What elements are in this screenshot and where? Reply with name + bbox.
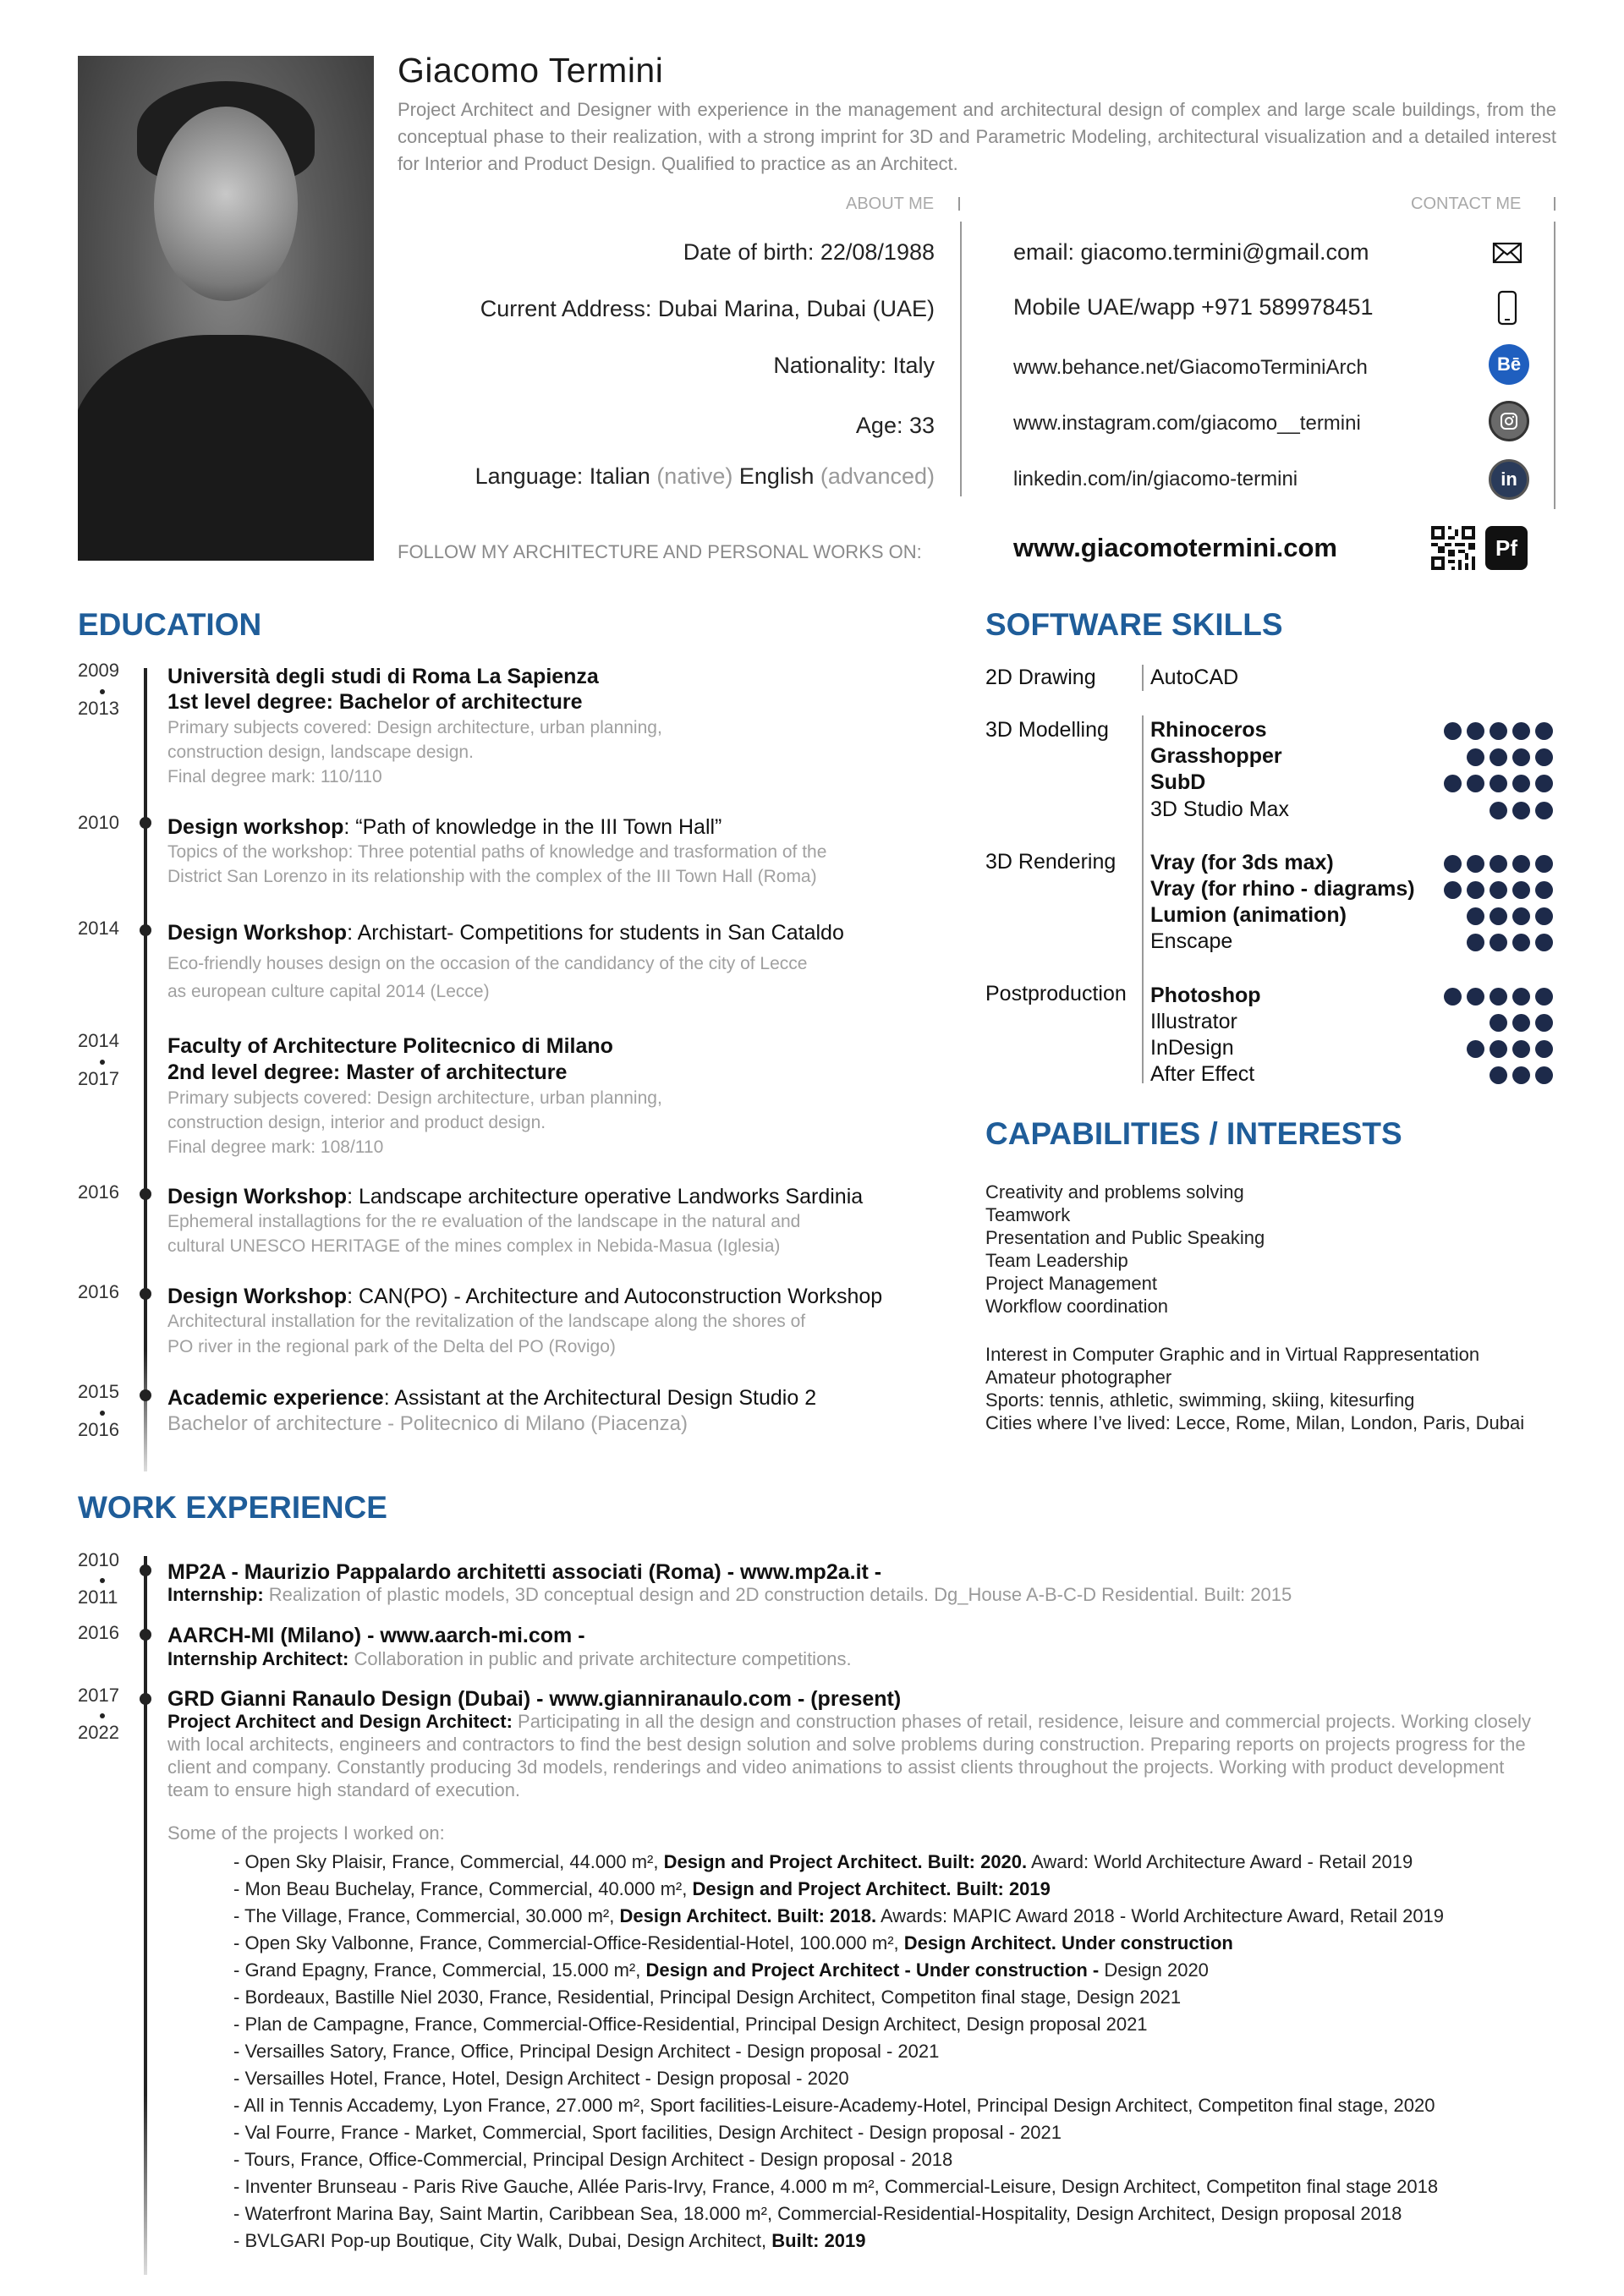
skill-dot bbox=[1490, 1014, 1507, 1032]
linkedin-icon[interactable]: in bbox=[1489, 459, 1529, 500]
edu-desc: Bachelor of architecture - Politecnico di Milano (Piacenza) bbox=[167, 1412, 688, 1435]
timeline-dot bbox=[140, 1188, 151, 1200]
year-end: 2017 bbox=[78, 1068, 119, 1089]
skill-dot bbox=[1535, 722, 1553, 740]
skill-category: 3D Rendering bbox=[985, 850, 1116, 874]
skill-dot bbox=[1467, 722, 1484, 740]
year-end: 2011 bbox=[78, 1586, 118, 1608]
year-start: 2015 bbox=[78, 1381, 119, 1402]
languages: Language: Italian (native) English (advanced) bbox=[475, 463, 935, 489]
capability-item: Teamwork bbox=[985, 1204, 1071, 1225]
skills-divider bbox=[1142, 715, 1144, 1083]
edu-desc: construction design, landscape design. bbox=[167, 743, 474, 762]
skill-dot bbox=[1490, 722, 1507, 740]
skill-dot bbox=[1535, 775, 1553, 792]
skill-name: SubD bbox=[1150, 770, 1206, 795]
skill-name: Vray (for 3ds max) bbox=[1150, 850, 1334, 874]
skill-dot bbox=[1535, 802, 1553, 819]
profile-photo bbox=[78, 56, 374, 561]
interest-item: Cities where I’ve lived: Lecce, Rome, Milan, London, Paris, Dubai bbox=[985, 1412, 1525, 1433]
skill-category: Postproduction bbox=[985, 982, 1127, 1006]
skill-level-dots bbox=[1467, 907, 1553, 925]
projects-label: Some of the projects I worked on: bbox=[167, 1822, 445, 1844]
skill-name: Photoshop bbox=[1150, 983, 1261, 1007]
qr-code-icon bbox=[1431, 526, 1475, 570]
project-item: - Tours, France, Office-Commercial, Principal Design Architect - Design proposal - 2018 bbox=[233, 2149, 953, 2170]
divider bbox=[1554, 197, 1555, 211]
skill-dot bbox=[1444, 775, 1462, 792]
skill-dot bbox=[1444, 855, 1462, 873]
skill-level-dots bbox=[1490, 1014, 1553, 1032]
follow-text: FOLLOW MY ARCHITECTURE AND PERSONAL WORKS ON: bbox=[398, 541, 922, 562]
interests-list bbox=[985, 1343, 1524, 1434]
year-start: 2009 bbox=[78, 660, 119, 681]
about-me-label: ABOUT ME bbox=[846, 195, 935, 213]
skill-level-dots bbox=[1444, 855, 1553, 873]
website-link[interactable]: www.giacomotermini.com bbox=[1013, 533, 1337, 562]
edu-desc: Primary subjects covered: Design architecture, urban planning, bbox=[167, 1088, 662, 1108]
skill-dot bbox=[1512, 1014, 1530, 1032]
skill-dot bbox=[1490, 775, 1507, 792]
skill-level-dots bbox=[1444, 722, 1553, 740]
contact-right-divider bbox=[1554, 222, 1555, 509]
divider bbox=[958, 197, 960, 211]
behance-icon[interactable]: Bē bbox=[1489, 344, 1529, 385]
project-item: - Inventer Brunseau - Paris Rive Gauche, Allée Paris-Irvy, France, 4.000 m m², Commercial-Leisure, Design Architect, Competiton final stage 2018 bbox=[233, 2176, 1439, 2197]
year-start: 2010 bbox=[78, 1549, 119, 1570]
skill-dot bbox=[1490, 802, 1507, 819]
edu-desc: Final degree mark: 108/110 bbox=[167, 1137, 384, 1157]
skill-dot bbox=[1490, 881, 1507, 899]
year-start: 2014 bbox=[78, 1030, 119, 1051]
email[interactable]: email: giacomo.termini@gmail.com bbox=[1013, 239, 1369, 265]
edu-degree: 2nd level degree: Master of architecture bbox=[167, 1060, 568, 1084]
skill-dot bbox=[1512, 802, 1530, 819]
skill-dot bbox=[1490, 748, 1507, 766]
edu-desc: Final degree mark: 110/110 bbox=[167, 767, 382, 786]
skill-name: 3D Studio Max bbox=[1150, 797, 1289, 821]
edu-title: Academic experience: Assistant at the Architectural Design Studio 2 bbox=[167, 1386, 817, 1410]
edu-title: Design Workshop: Archistart- Competitions for students in San Cataldo bbox=[167, 921, 844, 945]
skill-dot bbox=[1535, 1040, 1553, 1058]
timeline-dot bbox=[140, 924, 151, 936]
year: 2016 bbox=[78, 1622, 119, 1643]
job-title: MP2A - Maurizio Pappalardo architetti associati (Roma) - www.mp2a.it - bbox=[167, 1560, 882, 1584]
job-desc: Internship: Realization of plastic models, 3D conceptual design and 2D construction details. Dg_House A-B-C-D Residential. Built: 2015 bbox=[167, 1584, 1292, 1605]
skill-dot bbox=[1535, 907, 1553, 925]
project-item: - Mon Beau Buchelay, France, Commercial, 40.000 m², Design and Project Architect. Built: 2019 bbox=[233, 1878, 1051, 1899]
skill-name: AutoCAD bbox=[1150, 666, 1239, 689]
skill-level-dots bbox=[1467, 1040, 1553, 1058]
timeline-dot bbox=[140, 1288, 151, 1300]
skill-dot bbox=[1490, 907, 1507, 925]
job-desc: Project Architect and Design Architect: Participating in all the design and construction phases of retail, residence, leisure and commercial projects. Working closely with local architects, engineers and contractors to find the best design solution and solve problems during construction. Preparing reports on projects progress for the client and company. Constantly producing 3d models, renderings and video animations to assist clients throughout the projects. Working with product development team to ensure high standard of execution. bbox=[167, 1711, 1531, 1800]
work-timeline bbox=[144, 1556, 147, 2275]
timeline-dot bbox=[140, 1564, 151, 1576]
skill-name: Lumion (animation) bbox=[1150, 903, 1347, 928]
year-separator bbox=[100, 1578, 105, 1583]
capability-item: Team Leadership bbox=[985, 1250, 1128, 1271]
education-heading: EDUCATION bbox=[78, 607, 262, 642]
edu-title: Faculty of Architecture Politecnico di Milano bbox=[167, 1034, 613, 1058]
year-separator bbox=[100, 1060, 105, 1065]
edu-title: Università degli studi di Roma La Sapienza bbox=[167, 665, 599, 688]
year-end: 2022 bbox=[78, 1722, 119, 1743]
edu-desc: Topics of the workshop: Three potential paths of knowledge and trasformation of the bbox=[167, 842, 827, 862]
skill-level-dots bbox=[1467, 934, 1553, 951]
skill-dot bbox=[1535, 748, 1553, 766]
skill-level-dots bbox=[1490, 1066, 1553, 1084]
edu-desc: District San Lorenzo in its relationship with the complex of the III Town Hall (Roma) bbox=[167, 867, 817, 886]
skill-category: 2D Drawing bbox=[985, 666, 1096, 689]
behance-link[interactable]: www.behance.net/GiacomoTerminiArch bbox=[1013, 356, 1368, 379]
interest-item: Amateur photographer bbox=[985, 1367, 1172, 1388]
skill-name: Illustrator bbox=[1150, 1009, 1237, 1033]
skill-name: After Effect bbox=[1150, 1062, 1255, 1087]
skill-dot bbox=[1512, 988, 1530, 1006]
skill-dot bbox=[1467, 907, 1484, 925]
skill-dot bbox=[1467, 855, 1484, 873]
skill-dot bbox=[1535, 1066, 1553, 1084]
capability-item: Presentation and Public Speaking bbox=[985, 1227, 1265, 1248]
skill-name: Grasshopper bbox=[1150, 744, 1282, 769]
year: 2010 bbox=[78, 812, 119, 833]
skill-dot bbox=[1535, 881, 1553, 899]
mobile[interactable]: Mobile UAE/wapp +971 589978451 bbox=[1013, 294, 1374, 320]
year: 2016 bbox=[78, 1181, 119, 1203]
project-item: - Val Fourre, France - Market, Commercial, Sport facilities, Design Architect - Design proposal - 2021 bbox=[233, 2122, 1062, 2143]
skill-level-dots bbox=[1467, 748, 1553, 766]
age: Age: 33 bbox=[855, 413, 935, 438]
skill-level-dots bbox=[1444, 775, 1553, 792]
edu-desc: cultural UNESCO HERITAGE of the mines complex in Nebida-Masua (Iglesia) bbox=[167, 1236, 781, 1256]
skill-dot bbox=[1512, 881, 1530, 899]
edu-title: Design Workshop: CAN(PO) - Architecture and Autoconstruction Workshop bbox=[167, 1285, 883, 1308]
skill-dot bbox=[1512, 1066, 1530, 1084]
timeline-dot bbox=[140, 1693, 151, 1705]
skill-dot bbox=[1512, 934, 1530, 951]
skill-dot bbox=[1444, 988, 1462, 1006]
year-separator bbox=[100, 1411, 105, 1416]
work-heading: WORK EXPERIENCE bbox=[78, 1490, 387, 1525]
year-separator bbox=[100, 689, 105, 694]
skill-name: InDesign bbox=[1150, 1036, 1234, 1060]
skill-dot bbox=[1512, 748, 1530, 766]
project-item: - Versailles Hotel, France, Hotel, Design Architect - Design proposal - 2020 bbox=[233, 2068, 849, 2089]
skill-dot bbox=[1490, 988, 1507, 1006]
skill-dot bbox=[1535, 1014, 1553, 1032]
divider bbox=[1142, 665, 1144, 691]
skill-dot bbox=[1444, 722, 1462, 740]
skill-dot bbox=[1467, 934, 1484, 951]
timeline-dot bbox=[140, 1629, 151, 1641]
project-item: - Versailles Satory, France, Office, Principal Design Architect - Design proposal - 2021 bbox=[233, 2041, 940, 2062]
about-contact-divider bbox=[960, 222, 962, 496]
skill-dot bbox=[1490, 855, 1507, 873]
skill-dot bbox=[1444, 881, 1462, 899]
job-desc: Internship Architect: Collaboration in public and private architecture competitions. bbox=[167, 1648, 852, 1669]
edu-degree: 1st level degree: Bachelor of architecture bbox=[167, 690, 583, 714]
project-item: - Open Sky Plaisir, France, Commercial, 44.000 m², Design and Project Architect. Built: 2020. Award: World Architecture Award - Retail 2019 bbox=[233, 1851, 1413, 1872]
year-separator bbox=[100, 1713, 105, 1718]
skill-category: 3D Modelling bbox=[985, 718, 1109, 742]
year: 2016 bbox=[78, 1281, 119, 1302]
edu-desc: Primary subjects covered: Design architecture, urban planning, bbox=[167, 718, 662, 737]
interest-item: Interest in Computer Graphic and in Virtual Rappresentation bbox=[985, 1344, 1480, 1365]
edu-desc: Eco-friendly houses design on the occasion of the candidancy of the city of Lecce bbox=[167, 954, 808, 973]
linkedin-link[interactable]: linkedin.com/in/giacomo-termini bbox=[1013, 468, 1298, 490]
edu-title: Design Workshop: Landscape architecture operative Landworks Sardinia bbox=[167, 1185, 864, 1208]
job-title: GRD Gianni Ranaulo Design (Dubai) - www.gianniranaulo.com - (present) bbox=[167, 1687, 902, 1711]
software-heading: SOFTWARE SKILLS bbox=[985, 607, 1283, 642]
project-item: - All in Tennis Accademy, Lyon France, 27.000 m², Sport facilities-Leisure-Academy-Hotel, Principal Design Architect, Competiton final stage, 2020 bbox=[233, 2095, 1435, 2116]
skill-level-dots bbox=[1444, 881, 1553, 899]
skill-dot bbox=[1467, 988, 1484, 1006]
project-item: - Bordeaux, Bastille Niel 2030, France, Residential, Principal Design Architect, Competiton final stage, Design 2021 bbox=[233, 1986, 1182, 2008]
year: 2014 bbox=[78, 918, 119, 939]
education-timeline bbox=[144, 668, 147, 1471]
date-of-birth: Date of birth: 22/08/1988 bbox=[683, 239, 935, 265]
summary-text: Project Architect and Designer with experience in the management and architectural design of complex and large scale buildings, from the conceptual phase to their realization, with a strong imprint for 3D and Parametric Modeling, architectural visualization and a detailed interest for Interior and Product Design. Qualified to practice as an Architect. bbox=[398, 99, 1556, 174]
project-item: - Open Sky Valbonne, France, Commercial-Office-Residential-Hotel, 100.000 m², Design Architect. Under construction bbox=[233, 1932, 1233, 1954]
edu-desc: Ephemeral installagtions for the re evaluation of the landscape in the natural and bbox=[167, 1212, 801, 1231]
skill-dot bbox=[1512, 1040, 1530, 1058]
edu-desc: Architectural installation for the revitalization of the landscape along the shores of bbox=[167, 1312, 806, 1331]
capabilities-heading: CAPABILITIES / INTERESTS bbox=[985, 1116, 1402, 1151]
skill-dot bbox=[1490, 1040, 1507, 1058]
interest-item: Sports: tennis, athletic, swimming, skiing, kitesurfing bbox=[985, 1389, 1415, 1411]
skill-dot bbox=[1490, 1066, 1507, 1084]
edu-desc: as european culture capital 2014 (Lecce) bbox=[167, 982, 490, 1001]
year-end: 2013 bbox=[78, 698, 119, 719]
timeline-dot bbox=[140, 817, 151, 829]
skill-name: Rhinoceros bbox=[1150, 718, 1267, 742]
edu-desc: PO river in the regional park of the Delta del PO (Rovigo) bbox=[167, 1337, 616, 1356]
capability-item: Creativity and problems solving bbox=[985, 1181, 1244, 1203]
job-title: AARCH-MI (Milano) - www.aarch-mi.com - bbox=[167, 1624, 585, 1647]
current-address: Current Address: Dubai Marina, Dubai (UAE) bbox=[480, 296, 935, 321]
capability-item: Project Management bbox=[985, 1273, 1157, 1294]
skill-name: Enscape bbox=[1150, 929, 1233, 954]
skill-dot bbox=[1512, 907, 1530, 925]
year-end: 2016 bbox=[78, 1419, 119, 1440]
skill-dot bbox=[1512, 775, 1530, 792]
skill-dot bbox=[1467, 775, 1484, 792]
contact-me-label: CONTACT ME bbox=[1411, 195, 1522, 213]
skill-dot bbox=[1490, 934, 1507, 951]
skill-dot bbox=[1512, 722, 1530, 740]
person-name: Giacomo Termini bbox=[398, 51, 664, 90]
project-item: - Plan de Campagne, France, Commercial-Office-Residential, Principal Design Architect, Design proposal 2021 bbox=[233, 2014, 1148, 2035]
project-item: - Grand Epagny, France, Commercial, 15.000 m², Design and Project Architect - Under construction - Design 2020 bbox=[233, 1959, 1209, 1981]
mail-icon[interactable] bbox=[1492, 240, 1522, 266]
skill-dot bbox=[1467, 748, 1484, 766]
skill-dot bbox=[1535, 988, 1553, 1006]
phone-icon bbox=[1497, 290, 1517, 326]
projects-list bbox=[233, 1849, 1444, 2255]
skill-dot bbox=[1535, 934, 1553, 951]
skill-dot bbox=[1467, 881, 1484, 899]
instagram-link[interactable]: www.instagram.com/giacomo__termini bbox=[1013, 412, 1361, 435]
edu-desc: construction design, interior and product design. bbox=[167, 1113, 546, 1132]
skill-name: Vray (for rhino - diagrams) bbox=[1150, 877, 1415, 901]
adobe-portfolio-icon[interactable]: Pf bbox=[1485, 526, 1528, 570]
year-start: 2017 bbox=[78, 1685, 119, 1706]
nationality: Nationality: Italy bbox=[773, 353, 935, 378]
skill-dot bbox=[1512, 855, 1530, 873]
skill-level-dots bbox=[1490, 802, 1553, 819]
skill-dot bbox=[1467, 1040, 1484, 1058]
project-item: - Waterfront Marina Bay, Saint Martin, Caribbean Sea, 18.000 m², Commercial-Residential-Hospitality, Design Architect, Design proposal 2018 bbox=[233, 2203, 1402, 2224]
skill-dot bbox=[1535, 855, 1553, 873]
capability-item: Workflow coordination bbox=[985, 1296, 1169, 1317]
timeline-dot bbox=[140, 1389, 151, 1401]
project-item: - BVLGARI Pop-up Boutique, City Walk, Dubai, Design Architect, Built: 2019 bbox=[233, 2230, 866, 2251]
skill-level-dots bbox=[1444, 988, 1553, 1006]
project-item: - The Village, France, Commercial, 30.000 m², Design Architect. Built: 2018. Awards: MAPIC Award 2018 - World Architecture Award, Retail 2019 bbox=[233, 1905, 1445, 1926]
instagram-icon[interactable] bbox=[1489, 401, 1529, 441]
edu-title: Design workshop: “Path of knowledge in the III Town Hall” bbox=[167, 815, 722, 839]
capabilities-list bbox=[985, 1181, 1265, 1318]
